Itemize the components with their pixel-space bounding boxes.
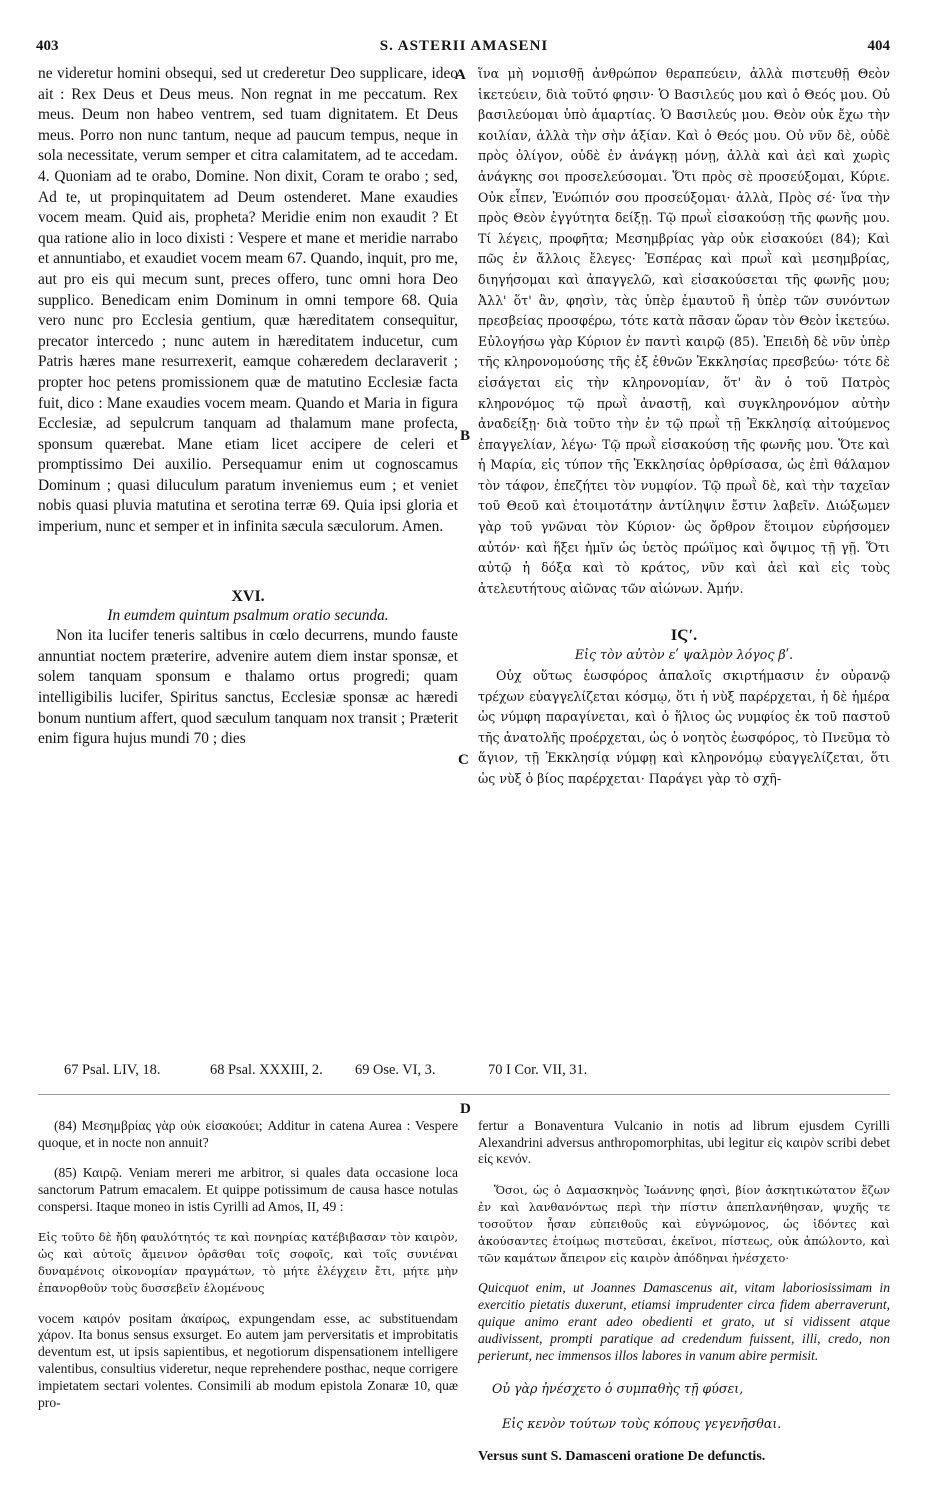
greek-paragraph-1: ἵνα μὴ νομισθῇ ἀνθρώπον θεραπεύειν, ἀλλὰ πιστευθῇ Θεὸν ἱκετεύειν, διὰ τοῦτό φησιν· Ὁ Βασιλεύς μου καὶ ὁ Θεός μου. Οὐ βασιλεύομαι ὑπὸ ἁμαρτίας. Ὁ Βασιλεύς μου. Θεὸν οὐκ ἔχω τὴν κοιλίαν, ἀλλὰ τὴν σὴν ἀξίαν. Καὶ ὁ Θεός μου. Οὐ νῦν δὲ, οὐδὲ πρὸς ὀλίγον, οὐδὲ ἐν ἀνάγκῃ μόνῃ, ἀλλὰ καὶ ἀεὶ καὶ χωρὶς ἀνάγκης σοι προσελεύσομαι. Ὅτι πρὸς σὲ προσεύξομαι, Κύριε. Οὐκ εἶπεν, Ἐνώπιόν σου προσεύξομαι· ἀλλὰ, Πρὸς σέ· ἵνα τὴν πρὸς Θεὸν ἐγγύτητα δείξῃ. Τῷ πρωῒ εἰσακούσῃ τῆς φωνῆς μου. Τί λέγεις, προφῆτα; Μεσημβρίας γὰρ οὐκ εἰσακούει (84); Καὶ πῶς ἐν ἄλλοις ἔλεγες· Ἑσπέρας καὶ πρωῒ καὶ μεσημβρίας, διηγήσομαι καὶ ἀπαγγελῶ, καὶ εἰσακούσεται τῆς φωνῆς μου; Ἀλλ' ὅτ' ἂν, φησὶν, τὰς ὑπὲρ ἐμαυτοῦ ἢ ὑπὲρ τῶν συνόντων πρεσβείας προσφέρω, τότε κατὰ πᾶσαν ὥραν τὸν Θεὸν ἱκετεύω. Εὐλογήσω γὰρ Κύριον ἐν παντὶ καιρῷ (85). Ἐπειδὴ δὲ νῦν ὑπὲρ τῆς κληρονομούσης τῆς ἐξ ἐθνῶν Ἐκκλησίας πρεσβεύω· τότε δὲ εἰσάγεται εἰς τὴν κληρονομίαν, ὅτ' ἂν ὁ τοῦ Πατρὸς κληρονόμος τῷ πρωῒ ἀναστῇ, καὶ συγκληρονόμον αὐτὴν ἀναδείξῃ· διὰ τοῦτο τὴν ἐν τῷ πρωῒ τῇ Ἐκκλησίᾳ αἰτούμενος ἐπαγγελίαν, λέγω· Τῷ πρωῒ εἰσακούσῃ τῆς φωνῆς μου. Ὅτε καὶ ἡ Μαρία, εἰς τύπον τῆς Ἐκκλησίας ὀρθρίσασα, ὡς ἐπὶ θάλαμον τὸν τάφον, ἐπεζήτει τὸν νυμφίον. Τῷ πρωῒ δὲ, καὶ τὴν ταχεῖαν τοῦ Θεοῦ καὶ ἑτοιμοτάτην ἀντίληψιν ἔστιν λαβεῖν. Διώξωμεν γὰρ τοῦ γνῶναι τὸν Κύριον· ὡς ὄρθρον ἕτοιμον εὑρήσομεν αὐτόν· καὶ ἥξει ἡμῖν ὡς ὑετὸς πρώϊμος καὶ ὄψιμος τῇ γῇ. Ὅτι αὐτῷ ἡ δόξα καὶ τὸ κράτος, νῦν καὶ ἀεὶ καὶ εἰς τοὺς ἀτελευτήτους αἰῶνας τῶν αἰώνων. Ἀμήν. bbox=[478, 66, 890, 596]
note-85-greek: Εἰς τοῦτο δὲ ἤδη φαυλότητός τε καὶ πονηρίας κατέβιβασαν τὸν καιρὸν, ὡς καὶ αὐτοῖς ἄμεινον ὁρᾶσθαι τοῖς σοφοῖς, καὶ τοῖς συνιέναι δυναμένοις οἰκονομίαν πραγμάτων, τὸ μήτε ἐλέγχειν ἔτι, μήτε μὴν ἐπανορθοῦν τοὺς δυσσεβεῖν ἑλομένους bbox=[38, 1230, 458, 1296]
note-84: (84) Μεσημβρίας γὰρ οὐκ εἰσακούει; Additur in catena Aurea : Vespere quoque, et in nocte non annuit? bbox=[38, 1117, 458, 1150]
note-85-latin-1: (85) Καιρῷ. Veniam mereri me arbitror, si quales data occasione loca sanctorum Patrum emacalem. Et quippe potissimum de causa hasce notulas conspersi. Itaque moneo in istis Cyrilli ad Amos, II, 49 : bbox=[38, 1165, 458, 1214]
footnote-69: 69 Ose. VI, 3. bbox=[355, 1062, 436, 1078]
margin-letter-b: B bbox=[460, 428, 471, 444]
margin-letter-c: C bbox=[458, 752, 469, 768]
latin-paragraph-1: ne videretur homini obsequi, sed ut crederetur Deo supplicare, ideo ait : Rex Deus et Deus meus. Non regnat in me peccatum. Rex meus. Deum non habeo ventrem, sed tuam dignitatem. Et Deus meus. Porro non nunc tantum, neque ad paucum tempus, neque in sola necessitate, verum semper et citra calamitatem, ad te accedam. 4. Quoniam ad te orabo, Domine. Non dixit, Coram te orabo ; sed, Ad te, ut propinquitatem ad Deum ostenderet. Mane exaudies vocem meam. Quid ais, propheta? Meridie enim non exaudit ? Et qua ratione alio in loco dixisti : Vespere et mane et meridie narrabo et annuntiabo, et exaudiet vocem meam 67. Quando, inquit, pro me, aut pro eis qui mecum sunt, preces offero, tunc omni hora Deo supplico. Benedicam enim Dominum in omni tempore 68. Quia vero nunc pro Ecclesia gentium, quæ hæreditatem consequitur, precator intercedo ; nunc autem in hæreditatem inducetur, cum Patris hæres mane resurrexerit, eamque cohæredem declaraverit ; propter hoc petens promissionem quæ de matutino Ecclesiæ facta fuit, dico : Mane exaudies vocem meam. Quando et Maria in figura Ecclesiæ, ad sepulcrum tanquam ad thalamum mane profecta, sponsum quærebat. Mane etiam licet accipere de celeri et promptissimo Dei auxilio. Persequamur enim ut cognoscamus Dominum ; quasi diluculum paratum inveniemus eum ; et veniet nobis quasi pluvia matutina et serotina terræ 69. Quia ipsi gloria et imperium, nunc et semper et in infinita sæcula sæculorum. Amen. bbox=[38, 65, 458, 536]
note-continuation-latin-2: Quicquot enim, ut Joannes Damascenus ait, vitam laboriosissimam in exercitio pietatis duxerunt, etiamsi imprudenter circa fidem aberraverunt, quique animo erant adeo obedienti et grato, ut si vidissent atque audivissent, prompti paratique ad credendum fuissent, illi, credo, non perierunt, nec immensos illos labores in vanum abire permisit. bbox=[478, 1280, 890, 1363]
page-number-right: 404 bbox=[867, 38, 890, 54]
page-number-left: 403 bbox=[36, 38, 59, 54]
greek-section-number: ΙϚʹ. bbox=[670, 627, 698, 645]
footnote-67: 67 Psal. LIV, 18. bbox=[64, 1062, 161, 1078]
note-85-latin-2: vocem καιρόν positam ἀκαίρως, expungendam esse, ac substituendam χάρον. Ita bonus sensus exsurget. Eo autem jam perversitatis et improbitatis deventum est, ut ipsis sapientibus, et negotiorum dispensationem intelligere valentibus, consultius videretur, neque reprehendere posthac, neque corrigere impietatem sectari volentes. Consimili ab modum epistola Zonaræ 10, quæ pro- bbox=[38, 1310, 458, 1411]
margin-letter-d: D bbox=[460, 1101, 471, 1117]
note-continuation-latin-1: fertur a Bonaventura Vulcanio in notis ad librum ejusdem Cyrilli Alexandrini adversus anthropomorphitas, ubi legitur εἰς καιρὸν scribi debet εἰς κενόν. bbox=[478, 1117, 890, 1167]
verse-attribution: Versus sunt S. Damasceni oratione De defunctis. bbox=[478, 1448, 766, 1464]
note-continuation-greek: Ὅσοι, ὡς ὁ Δαμασκηνὸς Ἰωάννης φησὶ, βίον ἀσκητικώτατον ἔζων ἐν καὶ λανθανόντως περὶ τὴν πίστιν ἀπεπλανήθησαν, ψυχῆς τε τοσοῦτον ἦσαν εὐπειθοῦς καὶ εὐγνώμονος, ὡς ἰδόντες καὶ ἀκούσαντες ἑτοίμως πιστεῦσαι, ἐκεῖνοι, πίστεως, οὐκ ἀπώλοντο, καὶ τῶν καμάτων ἄπειρον εἰς καιρὸν ἀπόδηναι ἠνέσχετο· bbox=[478, 1182, 890, 1265]
greek-paragraph-2: Οὐχ οὕτως ἑωσφόρος ἁπαλοῖς σκιρτήμασιν ἐν οὐρανῷ τρέχων εὐαγγελίζεται κόσμῳ, ὅτι ἡ νὺξ παρέρχεται, ἡ δὲ ἡμέρα ὡς νύμφη παραγίνεται, καὶ ὁ ἥλιος ὡς νυμφίος ἐκ τοῦ παστοῦ τῆς ἀνατολῆς προέρχεται, ὡς ὁ νοητὸς ἑωσφόρος, τὸ Πνεῦμα τὸ ἅγιον, τῇ Ἐκκλησίᾳ νύμφῃ καὶ κληρονόμῳ εὐαγγελίζεται, ὅτι ὡς νὺξ ὁ βίος παρέρχεται· Παράγει γὰρ τὸ σχῆ- bbox=[478, 668, 890, 786]
greek-column bbox=[478, 64, 890, 790]
greek-section-subtitle: Εἰς τὸν αὐτὸν εʹ ψαλμὸν λόγος βʹ. bbox=[574, 647, 794, 663]
verse-line-1: Οὐ γὰρ ἠνέσχετο ὁ συμπαθὴς τῇ φύσει, bbox=[492, 1381, 744, 1397]
margin-letter-a: A bbox=[455, 67, 466, 83]
footnote-70: 70 I Cor. VII, 31. bbox=[488, 1062, 588, 1078]
header-title: S. ASTERII AMASENI bbox=[379, 38, 549, 54]
running-header bbox=[0, 38, 928, 60]
footnote-68: 68 Psal. XXXIII, 2. bbox=[210, 1062, 323, 1078]
verse-line-2: Εἰς κενὸν τούτων τοὺς κόπους γεγενῆσθαι. bbox=[502, 1415, 782, 1431]
latin-paragraph-2: Non ita lucifer teneris saltibus in cœlo decurrens, mundo fauste annuntiat noctem præterire, advenire autem diem instar sponsæ, et solem tanquam sponsum e thalamo ortus progredi; quam intelligibilis lucifer, Spiritus sanctus, Ecclesiæ sponsæ ac hæredi bonum nuntium affert, quod sæculum tanquam nox transit ; Præterit enim figura hujus mundi 70 ; dies bbox=[38, 627, 458, 748]
latin-column bbox=[38, 64, 458, 750]
notes-left-column bbox=[38, 1104, 458, 1426]
notes-divider bbox=[38, 1094, 890, 1095]
latin-section-subtitle: In eumdem quintum psalmum oratio secunda. bbox=[107, 606, 389, 624]
latin-section-number: XVI. bbox=[231, 587, 265, 605]
notes-right-column bbox=[478, 1104, 890, 1479]
